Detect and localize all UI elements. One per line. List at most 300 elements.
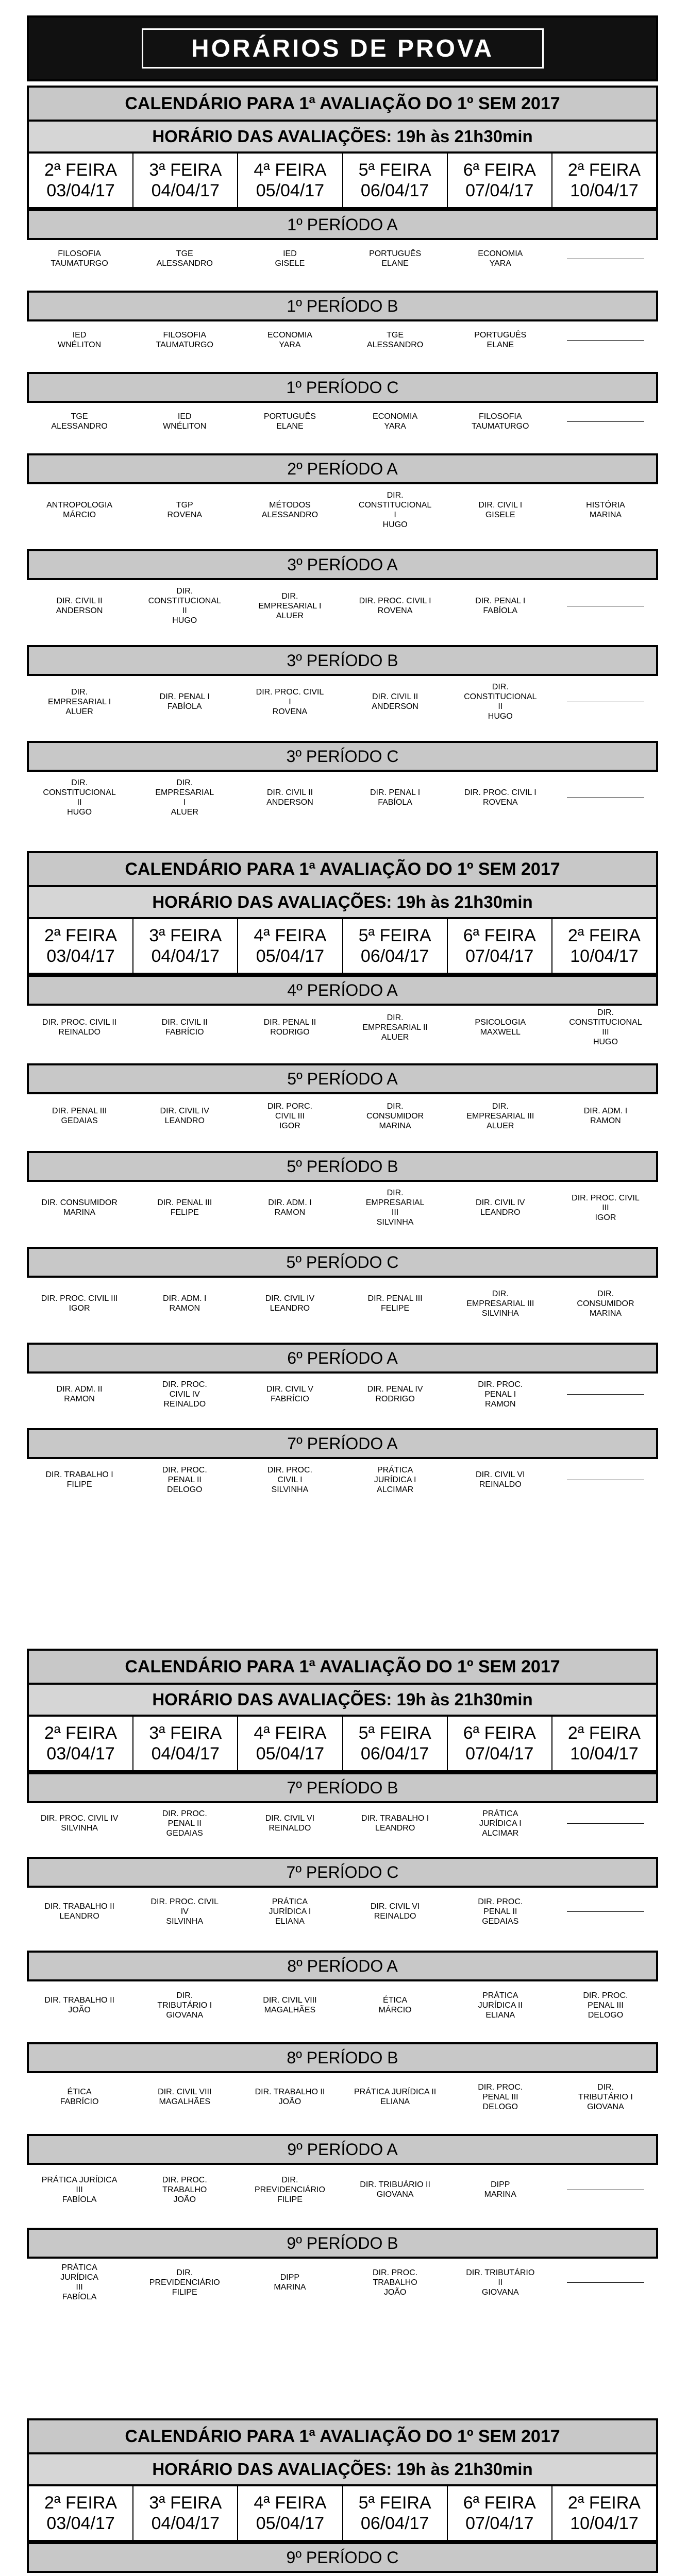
subject-cell bbox=[553, 1374, 658, 1415]
weekday-date: 06/04/17 bbox=[360, 2514, 429, 2533]
subject-text: DIR. TRABALHO I FILIPE bbox=[45, 1470, 113, 1489]
subject-cell bbox=[237, 2573, 342, 2576]
subject-text: IED WNÉLITON bbox=[58, 331, 102, 349]
subject-text: DIR. PENAL III FELIPE bbox=[157, 1198, 212, 1217]
subject-text: PRÁTICA JURÍDICA III FABÍOLA bbox=[41, 2175, 118, 2204]
subject-row bbox=[27, 772, 658, 823]
weekday-column bbox=[238, 2486, 343, 2540]
subject-cell bbox=[237, 321, 342, 359]
subject-cell bbox=[27, 1888, 132, 1935]
subject-cell bbox=[27, 1182, 132, 1233]
exam-hours: HORÁRIO DAS AVALIAÇÕES: 19h às 21h30min bbox=[27, 1685, 658, 1717]
subject-text: DIR. EMPRESARIAL III ALUER bbox=[466, 1101, 534, 1130]
period-title: 1º PERÍODO B bbox=[27, 291, 658, 321]
subject-text: ÉTICA FABRÍCIO bbox=[60, 2088, 99, 2106]
subject-text: DIR. PROC. PENAL II GEDAIAS bbox=[162, 1809, 207, 1838]
weekday-name: 5ª FEIRA bbox=[358, 926, 431, 945]
subject-row bbox=[27, 1803, 658, 1843]
weekday-column bbox=[29, 919, 133, 973]
subject-cell bbox=[448, 1803, 553, 1843]
subject-text: DIR. PROC. CIVIL III IGOR bbox=[572, 1193, 640, 1222]
subject-text: PRÁTICA JURÍDICA II ELIANA bbox=[354, 2088, 437, 2106]
subject-cell bbox=[132, 772, 237, 823]
weekday-column bbox=[29, 1717, 133, 1770]
subject-cell bbox=[553, 2073, 658, 2121]
subject-text: DIR. TRIBUÁRIO II GIOVANA bbox=[360, 2180, 430, 2199]
subject-text: PRÁTICA JURÍDICA III FABÍOLA bbox=[60, 2263, 98, 2301]
subject-cell bbox=[132, 2573, 237, 2576]
subject-text: DIR. CIVIL VI REINALDO bbox=[476, 1470, 525, 1489]
empty-slot-line bbox=[567, 421, 644, 422]
weekday-name: 3ª FEIRA bbox=[149, 926, 222, 945]
period-title: 9º PERÍODO A bbox=[27, 2134, 658, 2165]
subject-text: DIR. PREVIDENCIÁRIO FILIPE bbox=[254, 2175, 325, 2204]
subject-text: TGE ALESSANDRO bbox=[366, 331, 424, 349]
subject-cell bbox=[237, 1094, 342, 1138]
subject-cell bbox=[448, 1182, 553, 1233]
subject-cell bbox=[343, 1981, 448, 2029]
period-title: 7º PERÍODO B bbox=[27, 1772, 658, 1803]
subject-cell bbox=[237, 580, 342, 632]
weekday-column bbox=[133, 919, 238, 973]
subject-text: DIR. PENAL I FABÍOLA bbox=[159, 692, 210, 711]
subject-cell bbox=[132, 1459, 237, 1500]
subject-cell bbox=[132, 1888, 237, 1935]
weekday-name: 2ª FEIRA bbox=[44, 160, 118, 180]
subject-cell bbox=[343, 1803, 448, 1843]
subject-text: DIR. PROC. CIVIL III IGOR bbox=[41, 1294, 118, 1313]
weekday-header-row bbox=[27, 2486, 658, 2542]
subject-cell bbox=[132, 1182, 237, 1233]
subject-cell bbox=[343, 1888, 448, 1935]
subject-cell bbox=[27, 580, 132, 632]
calendar-title: CALENDÁRIO PARA 1ª AVALIAÇÃO DO 1º SEM 2017 bbox=[27, 2418, 658, 2454]
subject-cell bbox=[27, 772, 132, 823]
period-title: 5º PERÍODO A bbox=[27, 1063, 658, 1094]
subject-text: DIR. EMPRESARIAL II ALUER bbox=[362, 1013, 428, 1042]
subject-cell bbox=[343, 2165, 448, 2214]
subject-text: DIR. PENAL III FELIPE bbox=[367, 1294, 423, 1313]
subject-text: ECONOMIA YARA bbox=[267, 331, 312, 349]
subject-cell bbox=[448, 484, 553, 536]
subject-cell bbox=[553, 2259, 658, 2306]
subject-text: DIR. EMPRESARIAL III SILVINHA bbox=[466, 1289, 534, 1318]
weekday-column bbox=[343, 919, 448, 973]
subject-row bbox=[27, 1459, 658, 1500]
exam-hours: HORÁRIO DAS AVALIAÇÕES: 19h às 21h30min bbox=[27, 887, 658, 919]
subject-cell bbox=[343, 2573, 448, 2576]
subject-text: DIR. CIVIL VI REINALDO bbox=[370, 1902, 420, 1921]
subject-text: DIR. CIVIL II FABRÍCIO bbox=[161, 1018, 208, 1037]
weekday-column bbox=[238, 154, 343, 207]
subject-cell bbox=[132, 1981, 237, 2029]
weekday-name: 2ª FEIRA bbox=[44, 2493, 118, 2513]
weekday-date: 07/04/17 bbox=[465, 181, 534, 200]
weekday-date: 05/04/17 bbox=[256, 1744, 325, 1764]
subject-cell bbox=[237, 1006, 342, 1049]
subject-row bbox=[27, 1006, 658, 1049]
subject-text: DIR. EMPRESARIAL I ALUER bbox=[155, 778, 214, 817]
weekday-date: 04/04/17 bbox=[151, 181, 220, 200]
weekday-column bbox=[448, 1717, 552, 1770]
subject-row bbox=[27, 1094, 658, 1138]
period-title: 3º PERÍODO C bbox=[27, 741, 658, 772]
subject-cell bbox=[448, 2073, 553, 2121]
subject-cell bbox=[27, 321, 132, 359]
subject-cell bbox=[237, 2165, 342, 2214]
subject-text: DIR. CIVIL V FABRÍCIO bbox=[266, 1385, 313, 1403]
period-title: 2º PERÍODO A bbox=[27, 453, 658, 484]
subject-text: PRÁTICA JURÍDICA II ELIANA bbox=[478, 1991, 523, 2020]
subject-text: DIR. CIVIL IV LEANDRO bbox=[476, 1198, 525, 1217]
subject-row bbox=[27, 676, 658, 727]
subject-cell bbox=[553, 772, 658, 823]
weekday-name: 6ª FEIRA bbox=[463, 1723, 536, 1743]
subject-text: IED GISELE bbox=[275, 249, 305, 268]
subject-cell bbox=[132, 1374, 237, 1415]
weekday-name: 3ª FEIRA bbox=[149, 160, 222, 180]
subject-cell bbox=[237, 1803, 342, 1843]
weekday-column bbox=[343, 2486, 448, 2540]
period-title: 3º PERÍODO B bbox=[27, 645, 658, 676]
subject-cell bbox=[237, 240, 342, 277]
weekday-name: 4ª FEIRA bbox=[254, 2493, 327, 2513]
subject-text: DIR. PENAL IV RODRIGO bbox=[367, 1385, 423, 1403]
weekday-date: 06/04/17 bbox=[360, 1744, 429, 1764]
subject-cell bbox=[343, 2073, 448, 2121]
subject-cell bbox=[448, 2165, 553, 2214]
weekday-name: 4ª FEIRA bbox=[254, 160, 327, 180]
subject-text: DIR. PROC. CIVIL I ROVENA bbox=[464, 788, 537, 807]
subject-text: DIR. CONSUMIDOR MARINA bbox=[41, 1198, 118, 1217]
subject-text: DIPP MARINA bbox=[484, 2180, 516, 2199]
subject-cell bbox=[132, 2259, 237, 2306]
subject-row bbox=[27, 403, 658, 440]
weekday-date: 10/04/17 bbox=[570, 181, 639, 200]
subject-row bbox=[27, 1888, 658, 1935]
empty-slot-line bbox=[567, 1823, 644, 1824]
subject-text: DIR. PROC. TRABALHO JOÃO bbox=[373, 2268, 418, 2297]
subject-cell bbox=[27, 1278, 132, 1329]
weekday-column bbox=[343, 154, 448, 207]
subject-cell bbox=[553, 1278, 658, 1329]
subject-cell bbox=[237, 1459, 342, 1500]
subject-text: DIR. CIVIL II ANDERSON bbox=[56, 597, 103, 615]
weekday-column bbox=[238, 1717, 343, 1770]
subject-text: DIR. CIVIL II ANDERSON bbox=[372, 692, 418, 711]
subject-cell bbox=[132, 1006, 237, 1049]
subject-row bbox=[27, 484, 658, 536]
subject-cell bbox=[553, 1888, 658, 1935]
subject-text: DIR. TRABALHO II JOÃO bbox=[255, 2088, 325, 2106]
weekday-column bbox=[448, 919, 552, 973]
period-title: 1º PERÍODO C bbox=[27, 372, 658, 403]
subject-cell bbox=[132, 240, 237, 277]
subject-text: MÉTODOS ALESSANDRO bbox=[261, 501, 319, 519]
subject-cell bbox=[553, 240, 658, 277]
subject-text: DIR. CONSTITUCIONAL II HUGO bbox=[464, 683, 537, 721]
subject-cell bbox=[237, 2073, 342, 2121]
weekday-name: 5ª FEIRA bbox=[358, 2493, 431, 2513]
period-title: 5º PERÍODO B bbox=[27, 1151, 658, 1182]
weekday-name: 6ª FEIRA bbox=[463, 160, 536, 180]
subject-cell bbox=[27, 1459, 132, 1500]
subject-cell bbox=[343, 772, 448, 823]
subject-cell bbox=[132, 580, 237, 632]
weekday-column bbox=[552, 154, 656, 207]
weekday-name: 2ª FEIRA bbox=[567, 2493, 641, 2513]
weekday-name: 2ª FEIRA bbox=[567, 160, 641, 180]
subject-cell bbox=[343, 240, 448, 277]
subject-text: DIR. TRABALHO II LEANDRO bbox=[44, 1902, 114, 1921]
weekday-column bbox=[552, 1717, 656, 1770]
weekday-date: 07/04/17 bbox=[465, 946, 534, 966]
subject-cell bbox=[132, 403, 237, 440]
subject-cell bbox=[343, 676, 448, 727]
weekday-name: 3ª FEIRA bbox=[149, 1723, 222, 1743]
weekday-date: 07/04/17 bbox=[465, 2514, 534, 2533]
subject-cell bbox=[237, 484, 342, 536]
subject-cell bbox=[132, 1094, 237, 1138]
subject-text: DIR. PORC. CIVIL III IGOR bbox=[267, 1101, 312, 1130]
subject-text: DIR. CIVIL VI REINALDO bbox=[265, 1814, 315, 1833]
subject-cell bbox=[237, 1888, 342, 1935]
subject-cell bbox=[237, 1182, 342, 1233]
subject-text: DIR. PROC. PENAL II DELOGO bbox=[162, 1465, 207, 1494]
subject-cell bbox=[448, 240, 553, 277]
subject-text: DIR. PROC. PENAL I RAMON bbox=[478, 1380, 523, 1409]
subject-cell bbox=[237, 1981, 342, 2029]
period-title: 8º PERÍODO A bbox=[27, 1951, 658, 1981]
subject-cell bbox=[448, 403, 553, 440]
period-title: 4º PERÍODO A bbox=[27, 975, 658, 1006]
weekday-header-row bbox=[27, 154, 658, 209]
subject-text: DIR. ADM. II RAMON bbox=[56, 1385, 103, 1403]
subject-text: DIR. EMPRESARIAL III SILVINHA bbox=[365, 1189, 425, 1227]
subject-cell bbox=[27, 1374, 132, 1415]
subject-text: PRÁTICA JURÍDICA I ELIANA bbox=[269, 1897, 311, 1926]
header-banner bbox=[27, 15, 658, 81]
subject-text: PORTUGUÊS ELANE bbox=[474, 331, 527, 349]
subject-text: DIR. PROC. CIVIL I SILVINHA bbox=[267, 1465, 312, 1494]
subject-cell bbox=[448, 1278, 553, 1329]
subject-text: DIR. PENAL II RODRIGO bbox=[263, 1018, 316, 1037]
weekday-date: 10/04/17 bbox=[570, 946, 639, 966]
subject-cell bbox=[343, 321, 448, 359]
weekday-name: 3ª FEIRA bbox=[149, 2493, 222, 2513]
subject-row bbox=[27, 2573, 658, 2576]
period-title: 8º PERÍODO B bbox=[27, 2042, 658, 2073]
subject-cell bbox=[553, 1006, 658, 1049]
subject-text: FILOSOFIA TAUMATURGO bbox=[51, 249, 108, 268]
calendar-title: CALENDÁRIO PARA 1ª AVALIAÇÃO DO 1º SEM 2017 bbox=[27, 851, 658, 887]
subject-text: DIPP MARINA bbox=[274, 2273, 306, 2292]
weekday-date: 07/04/17 bbox=[465, 1744, 534, 1764]
subject-cell bbox=[237, 403, 342, 440]
subject-text: DIR. ADM. I RAMON bbox=[268, 1198, 312, 1217]
subject-text: DIR. EMPRESARIAL I ALUER bbox=[258, 591, 322, 620]
subject-cell bbox=[132, 1803, 237, 1843]
exam-hours: HORÁRIO DAS AVALIAÇÕES: 19h às 21h30min bbox=[27, 122, 658, 154]
subject-cell bbox=[27, 2165, 132, 2214]
subject-cell bbox=[553, 484, 658, 536]
subject-cell bbox=[27, 1803, 132, 1843]
subject-cell bbox=[448, 1006, 553, 1049]
subject-cell bbox=[553, 1459, 658, 1500]
subject-text: PRÁTICA JURÍDICA I ALCIMAR bbox=[374, 1465, 416, 1494]
subject-text: DIR. PROC. PENAL III DELOGO bbox=[583, 1991, 628, 2020]
subject-cell bbox=[343, 580, 448, 632]
subject-text: FILOSOFIA TAUMATURGO bbox=[156, 331, 213, 349]
subject-text: DIR. PENAL III GEDAIAS bbox=[52, 1107, 107, 1125]
subject-cell bbox=[553, 676, 658, 727]
subject-cell bbox=[27, 2073, 132, 2121]
subject-cell bbox=[448, 1459, 553, 1500]
period-title: 7º PERÍODO C bbox=[27, 1857, 658, 1888]
subject-cell bbox=[132, 321, 237, 359]
period-title: 1º PERÍODO A bbox=[27, 209, 658, 240]
calendar-title: CALENDÁRIO PARA 1ª AVALIAÇÃO DO 1º SEM 2017 bbox=[27, 86, 658, 122]
subject-cell bbox=[553, 403, 658, 440]
subject-cell bbox=[27, 1981, 132, 2029]
subject-cell bbox=[132, 484, 237, 536]
empty-slot-line bbox=[567, 1394, 644, 1395]
subject-text: PORTUGUÊS ELANE bbox=[263, 412, 316, 431]
weekday-header-row bbox=[27, 919, 658, 975]
subject-text: PORTUGUÊS ELANE bbox=[369, 249, 422, 268]
weekday-date: 05/04/17 bbox=[256, 946, 325, 966]
subject-cell bbox=[343, 2259, 448, 2306]
weekday-name: 6ª FEIRA bbox=[463, 2493, 536, 2513]
subject-text: DIR. CONSUMIDOR MARINA bbox=[366, 1101, 424, 1130]
subject-text: DIR. PROC. TRABALHO JOÃO bbox=[162, 2175, 207, 2204]
subject-cell bbox=[448, 1094, 553, 1138]
subject-cell bbox=[237, 1374, 342, 1415]
subject-text: DIR. CIVIL VIII MAGALHÃES bbox=[263, 1996, 317, 2014]
subject-text: PSICOLOGIA MAXWELL bbox=[475, 1018, 526, 1037]
subject-text: DIR. TRABALHO II JOÃO bbox=[44, 1996, 114, 2014]
weekday-date: 05/04/17 bbox=[256, 2514, 325, 2533]
subject-cell bbox=[132, 1278, 237, 1329]
weekday-column bbox=[552, 919, 656, 973]
subject-text: DIR. TRIBUTÁRIO II GIOVANA bbox=[466, 2268, 535, 2297]
subject-cell bbox=[343, 1374, 448, 1415]
weekday-name: 4ª FEIRA bbox=[254, 926, 327, 945]
weekday-date: 03/04/17 bbox=[46, 946, 115, 966]
weekday-date: 05/04/17 bbox=[256, 181, 325, 200]
subject-text: DIR. PROC. PENAL III DELOGO bbox=[478, 2082, 523, 2111]
weekday-column bbox=[238, 919, 343, 973]
subject-cell bbox=[27, 2573, 132, 2576]
subject-cell bbox=[553, 1182, 658, 1233]
weekday-date: 06/04/17 bbox=[360, 946, 429, 966]
subject-cell bbox=[237, 1278, 342, 1329]
weekday-name: 2ª FEIRA bbox=[567, 926, 641, 945]
subject-cell bbox=[448, 580, 553, 632]
subject-text: IED WNÉLITON bbox=[163, 412, 207, 431]
subject-cell bbox=[343, 1278, 448, 1329]
subject-cell bbox=[27, 240, 132, 277]
page-title: HORÁRIOS DE PROVA bbox=[142, 28, 544, 69]
subject-text: DIR. PROC. CIVIL I ROVENA bbox=[359, 597, 431, 615]
subject-text: ANTROPOLOGIA MÁRCIO bbox=[46, 501, 113, 519]
subject-text: DIR. PROC. CIVIL II REINALDO bbox=[42, 1018, 117, 1037]
subject-cell bbox=[448, 321, 553, 359]
subject-cell bbox=[448, 676, 553, 727]
subject-cell bbox=[553, 1094, 658, 1138]
subject-text: DIR. PROC. CIVIL IV SILVINHA bbox=[40, 1814, 119, 1833]
subject-cell bbox=[27, 2259, 132, 2306]
subject-text: DIR. PROC. CIVIL IV SILVINHA bbox=[150, 1897, 219, 1926]
period-title: 3º PERÍODO A bbox=[27, 549, 658, 580]
subject-text: DIR. TRIBUTÁRIO I GIOVANA bbox=[157, 1991, 212, 2020]
subject-text: DIR. CIVIL IV LEANDRO bbox=[160, 1107, 209, 1125]
subject-cell bbox=[27, 1094, 132, 1138]
subject-row bbox=[27, 240, 658, 277]
weekday-column bbox=[448, 154, 552, 207]
subject-text: DIR. PENAL I FABÍOLA bbox=[475, 597, 526, 615]
subject-text: PRÁTICA JURÍDICA I ALCIMAR bbox=[479, 1809, 522, 1838]
subject-text: DIR. PREVIDENCIÁRIO FILIPE bbox=[149, 2268, 220, 2297]
subject-text: DIR. EMPRESARIAL I ALUER bbox=[48, 687, 111, 716]
weekday-column bbox=[552, 2486, 656, 2540]
subject-cell bbox=[553, 2573, 658, 2576]
weekday-name: 6ª FEIRA bbox=[463, 926, 536, 945]
exam-hours: HORÁRIO DAS AVALIAÇÕES: 19h às 21h30min bbox=[27, 2454, 658, 2486]
weekday-name: 2ª FEIRA bbox=[567, 1723, 641, 1743]
subject-cell bbox=[448, 1888, 553, 1935]
weekday-column bbox=[343, 1717, 448, 1770]
subject-text: HISTÓRIA MARINA bbox=[586, 501, 625, 519]
subject-cell bbox=[27, 676, 132, 727]
subject-cell bbox=[343, 484, 448, 536]
weekday-name: 2ª FEIRA bbox=[44, 1723, 118, 1743]
subject-text: DIR. CONSTITUCIONAL II HUGO bbox=[148, 587, 221, 625]
weekday-column bbox=[133, 154, 238, 207]
weekday-date: 06/04/17 bbox=[360, 181, 429, 200]
subject-row bbox=[27, 321, 658, 359]
weekday-column bbox=[133, 2486, 238, 2540]
subject-text: DIR. CIVIL VIII MAGALHÃES bbox=[158, 2088, 212, 2106]
subject-cell bbox=[343, 1094, 448, 1138]
subject-text: DIR. CONSTITUCIONAL I HUGO bbox=[358, 491, 432, 529]
subject-cell bbox=[553, 1981, 658, 2029]
subject-row bbox=[27, 1981, 658, 2029]
subject-cell bbox=[27, 1006, 132, 1049]
subject-cell bbox=[27, 484, 132, 536]
period-title: 9º PERÍODO B bbox=[27, 2228, 658, 2259]
weekday-name: 4ª FEIRA bbox=[254, 1723, 327, 1743]
subject-text: DIR. TRABALHO I LEANDRO bbox=[361, 1814, 429, 1833]
subject-cell bbox=[553, 580, 658, 632]
weekday-column bbox=[29, 154, 133, 207]
weekday-name: 2ª FEIRA bbox=[44, 926, 118, 945]
weekday-date: 03/04/17 bbox=[46, 1744, 115, 1764]
subject-cell bbox=[343, 1459, 448, 1500]
subject-cell bbox=[448, 1374, 553, 1415]
empty-slot-line bbox=[567, 2282, 644, 2283]
subject-cell bbox=[448, 1981, 553, 2029]
weekday-column bbox=[29, 2486, 133, 2540]
subject-row bbox=[27, 2073, 658, 2121]
calendar-title: CALENDÁRIO PARA 1ª AVALIAÇÃO DO 1º SEM 2017 bbox=[27, 1649, 658, 1685]
subject-text: DIR. CONSTITUCIONAL III HUGO bbox=[569, 1008, 642, 1046]
weekday-column bbox=[133, 1717, 238, 1770]
subject-text: TGE ALESSANDRO bbox=[156, 249, 213, 268]
subject-cell bbox=[27, 403, 132, 440]
subject-cell bbox=[343, 1006, 448, 1049]
subject-cell bbox=[448, 772, 553, 823]
